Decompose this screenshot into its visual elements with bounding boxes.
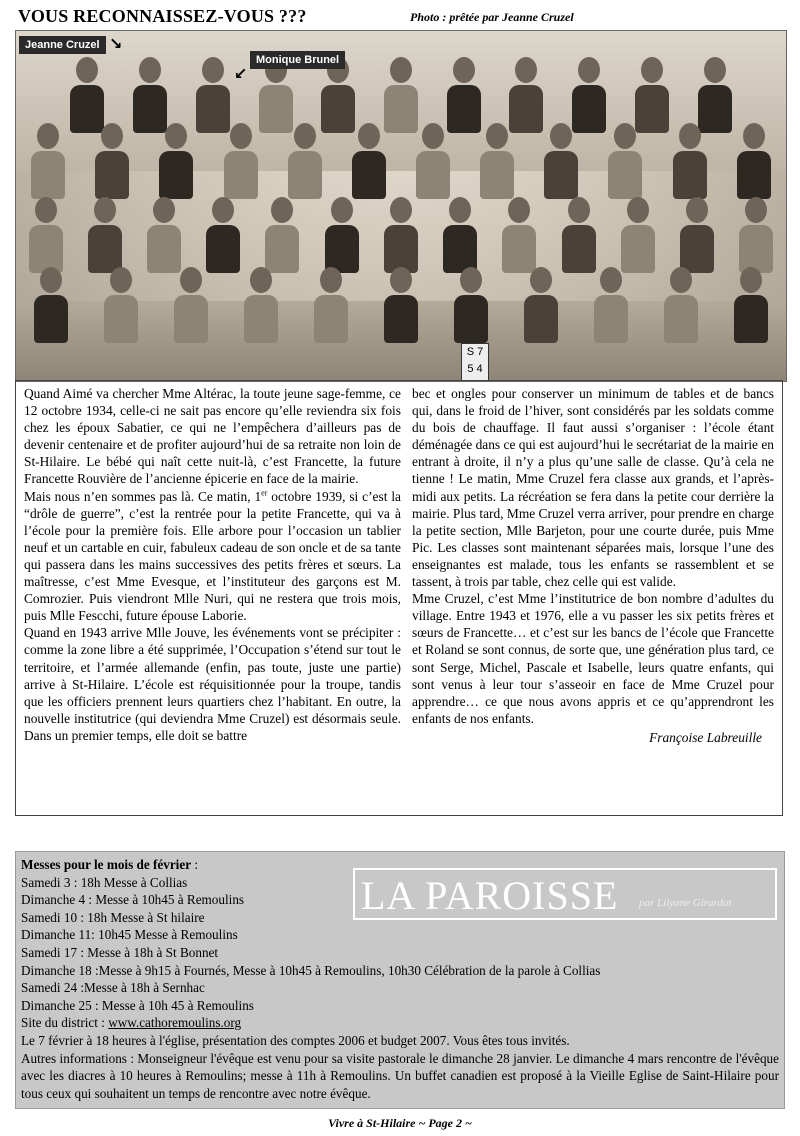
paroisse-byline: par Lilyane Girardot [639, 897, 732, 909]
photo-row-2 [16, 123, 786, 199]
paroisse-box [15, 851, 785, 1109]
mass-item: Samedi 3 : 18h Messe à Collias [21, 874, 188, 890]
article-author: Françoise Labreuille [649, 729, 762, 745]
article-paragraph-5: Mme Cruzel, c’est Mme l’institutrice de bon nombre d’adultes du village. Entre 1943 et 1976, elle a vu passer les six petits frères et sœurs de Francette… et c’est sur les bancs de l’école que Francette et Roland se sont connus, de sorte que, une génération plus tard, ce sont Serge, Michel, Pascale et Isabelle, leurs quatre enfants, qui sont venus à leur tour s’asseoir en face de Mme Cruzel pour apprendre… ce que nous avons appris et ce qu’apprendront les enfants de nos enfants. [412, 591, 774, 726]
photo-row-front [16, 267, 786, 343]
article-column-left [24, 385, 401, 744]
mass-item: Dimanche 18 :Messe à 9h15 à Fournés, Messe à 10h45 à Remoulins, 10h30 Célébration de la parole à Collias [21, 962, 601, 978]
p2-start: Mais nous n’en sommes pas là. Ce matin, 1 [24, 488, 262, 504]
mass-heading: Messes pour le mois de février [21, 857, 192, 872]
mass-item: Samedi 17 : Messe à 18h à St Bonnet [21, 944, 219, 960]
site-label: Site du district : [21, 1015, 109, 1031]
article-box [15, 380, 783, 816]
district-site-link[interactable]: www.cathoremoulins.org [108, 1015, 242, 1031]
arrow-down-left-icon: ↙ [234, 64, 248, 83]
mass-item: Dimanche 25 : Messe à 10h 45 à Remoulins [21, 997, 254, 1013]
photo-slate [461, 343, 489, 381]
article-paragraph-4: bec et ongles pour conserver un minimum de tables et de bancs qui, dans le froid de l’hiver, sont considérés par les soldats comme du bois de chauffage. Il faut aussi s’organiser : l’école étant déménagée dans ce qui est aujourd’hui le secrétariat de la mairie en entrant à droite, il n’y a plus qu’une salle de classe. Qu’à cela ne tienne ! Le matin, Mme Cruzel fera classe aux grands, et l’après-midi aux petits. La récréation se fera dans la petite cour derrière la mairie. Plus tard, Mme Cruzel verra arriver, pour prendre en charge la petite section, Mlle Barjeton, pour une courte durée, puis Mme Pic. Les classes sont maintenant séparées mais, lorsque l’une des enseignantes est malade, tous les enfants se rassemblent et se tassent, à trois par table, chez celle qui est valide. [412, 386, 774, 590]
p2-rest: octobre 1939, si c’est la “drôle de guerre”, c’est la rentrée pour la petite Francette, qui va à l’école pour la première fois. Elle arbore pour l’occasion un tablier neuf et un cartable en cuir, fabuleux cadeau de son oncle et de sa tante qui passera dans les mains successives des petits frères et sœurs. La maîtresse, c’est Mme Evesque, et l’instituteur des garçons est M. Comrozier. Puis viendront Mlle Nuri, qui ne restera que trois mois, puis Mlle Fescchi, future épouse Laborie. [24, 488, 401, 624]
note-accounts: Le 7 février à 18 heures à l'église, présentation des comptes 2006 et budget 2007. Vous êtes tous invités. [21, 1032, 570, 1048]
paroisse-banner [353, 868, 777, 920]
mass-item: Dimanche 11: 10h45 Messe à Remoulins [21, 927, 238, 943]
paroisse-title: LA PAROISSE [361, 873, 619, 918]
slate-bottom: 5 4 [467, 363, 483, 375]
slate-top: S 7 [466, 346, 484, 358]
p2-sup: er [261, 488, 268, 498]
arrow-down-right-icon: ↘ [109, 34, 123, 53]
mass-item: Samedi 10 : 18h Messe à St hilaire [21, 909, 205, 925]
mass-heading-suffix: : [191, 857, 199, 872]
photo-row-back [16, 57, 786, 133]
photo-row-3 [16, 197, 786, 273]
article-column-right [412, 385, 774, 746]
article-paragraph-2 [24, 488, 401, 625]
class-photo [15, 30, 787, 382]
mass-item: Dimanche 4 : Messe à 10h45 à Remoulins [21, 892, 245, 908]
photo-tag-monique-brunel: Monique Brunel [250, 51, 345, 69]
photo-credit: Photo : prêtée par Jeanne Cruzel [410, 10, 574, 24]
photo-tag-jeanne-cruzel: Jeanne Cruzel [19, 36, 106, 54]
page-headline: VOUS RECONNAISSEZ-VOUS ??? [18, 6, 307, 26]
page-footer: Vivre à St-Hilaire ~ Page 2 ~ [328, 1116, 472, 1130]
article-paragraph-3: Quand en 1943 arrive Mlle Jouve, les événements vont se précipiter : comme la zone libre a été supprimée, l’Occupation s’étend sur tout le territoire, et l’armée allemande (enfin, pas toute, juste une partie) arrive à St-Hilaire. L’école est réquisitionnée pour la troupe, tandis que les officiers prennent leurs quartiers chez l’habitant. En outre, la nouvelle institutrice (qui deviendra Mme Cruzel) est désormais seule. Dans un premier temps, elle doit se battre [24, 625, 401, 743]
note-other-info: Autres informations : Monseigneur l'évêque est venu pour sa visite pastorale le dimanche 28 janvier. Le dimanche 4 mars rencontre de l'évêque avec les diacres à 10 heures à Remoulins; messe à 11h à Remoulins. Un buffet canadien est proposé à la Vieille Eglise de Saint-Hilaire pour tous ceux qui souhaitent un temps de rencontre avec notre évêque. [21, 1050, 779, 1101]
article-paragraph-1: Quand Aimé va chercher Mme Altérac, la toute jeune sage-femme, ce 12 octobre 1934, celle-ci ne sait pas encore qu’elle reviendra six fois chez les époux Sabatier, ce qui ne l’empêchera d’ailleurs pas de devenir centenaire et de profiter aujourd’hui de sa retraite non loin de St-Hilaire. Le bébé qui naît cette nuit-là, c’est Francette, la future Francette Rouvière de l’ancienne épicerie en face de la mairie. [24, 386, 401, 487]
mass-item: Samedi 24 :Messe à 18h à Sernhac [21, 980, 205, 996]
